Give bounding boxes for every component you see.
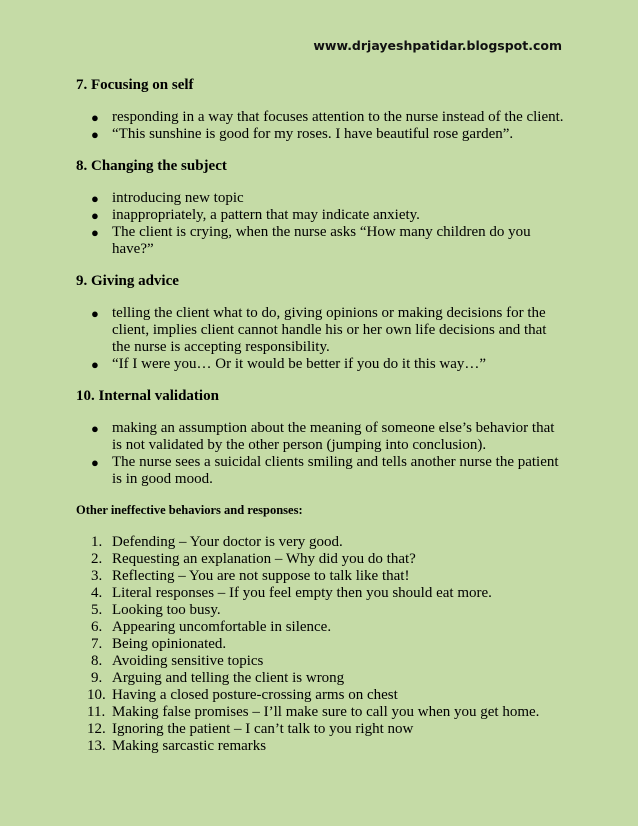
list-item: ● “If I were you… Or it would be better if you do it this way…” [91, 356, 487, 372]
bullet-icon: ● [91, 225, 99, 240]
bullet-icon: ● [91, 357, 99, 372]
list-item: 10. Having a closed posture-crossing arms on chest [87, 687, 398, 703]
list-item: 12. Ignoring the patient – I can’t talk to you right now [87, 721, 414, 737]
list-item: ● telling the client what to do, giving opinions or making decisions for the client, implies client cannot handle his or her own life decisions and that the nurse is accepting responsibility. [91, 305, 547, 355]
list-item: 3. Reflecting – You are not suppose to talk like that! [91, 568, 410, 584]
bullet-icon: ● [91, 306, 99, 321]
list-item: ● “This sunshine is good for my roses. I have beautiful rose garden”. [91, 126, 514, 142]
list-item: ● responding in a way that focuses attention to the nurse instead of the client. [91, 109, 564, 125]
section-title: 7. Focusing on self [76, 77, 194, 93]
document-content [76, 76, 566, 755]
header-url[interactable]: www.drjayeshpatidar.blogspot.com [313, 38, 562, 53]
bullet-icon: ● [91, 421, 99, 436]
list-item: 1. Defending – Your doctor is very good. [91, 534, 343, 550]
bullet-icon: ● [91, 127, 99, 142]
bullet-icon: ● [91, 110, 99, 125]
bullet-list [76, 305, 566, 373]
bullet-icon: ● [91, 455, 99, 470]
bullet-list [76, 109, 566, 143]
bullet-list [76, 420, 566, 488]
bullet-list [76, 190, 566, 258]
list-item: ● introducing new topic [91, 190, 244, 206]
other-behaviors-title: Other ineffective behaviors and responses: [76, 503, 303, 517]
section-title: 10. Internal validation [76, 388, 219, 404]
list-item: 7. Being opinionated. [91, 636, 227, 652]
section-title: 8. Changing the subject [76, 158, 227, 174]
list-item: ● The nurse sees a suicidal clients smiling and tells another nurse the patient is in good mood. [91, 454, 559, 487]
list-item: 8. Avoiding sensitive topics [91, 653, 264, 669]
bullet-icon: ● [91, 191, 99, 206]
list-item: ● making an assumption about the meaning of someone else’s behavior that is not validated by the other person (jumping into conclusion). [91, 420, 555, 453]
list-item: 11. Making false promises – I’ll make sure to call you when you get home. [87, 704, 540, 720]
list-item: 2. Requesting an explanation – Why did you do that? [91, 551, 416, 567]
section-title: 9. Giving advice [76, 273, 179, 289]
list-item: ● inappropriately, a pattern that may indicate anxiety. [91, 207, 420, 223]
list-item: 9. Arguing and telling the client is wrong [91, 670, 345, 686]
list-item: 6. Appearing uncomfortable in silence. [91, 619, 332, 635]
bullet-icon: ● [91, 208, 99, 223]
list-item: 4. Literal responses – If you feel empty then you should eat more. [91, 585, 492, 601]
numbered-list [76, 534, 566, 755]
list-item: 5. Looking too busy. [91, 602, 221, 618]
list-item: 13. Making sarcastic remarks [87, 738, 267, 754]
list-item: ● The client is crying, when the nurse asks “How many children do you have?” [91, 224, 531, 257]
